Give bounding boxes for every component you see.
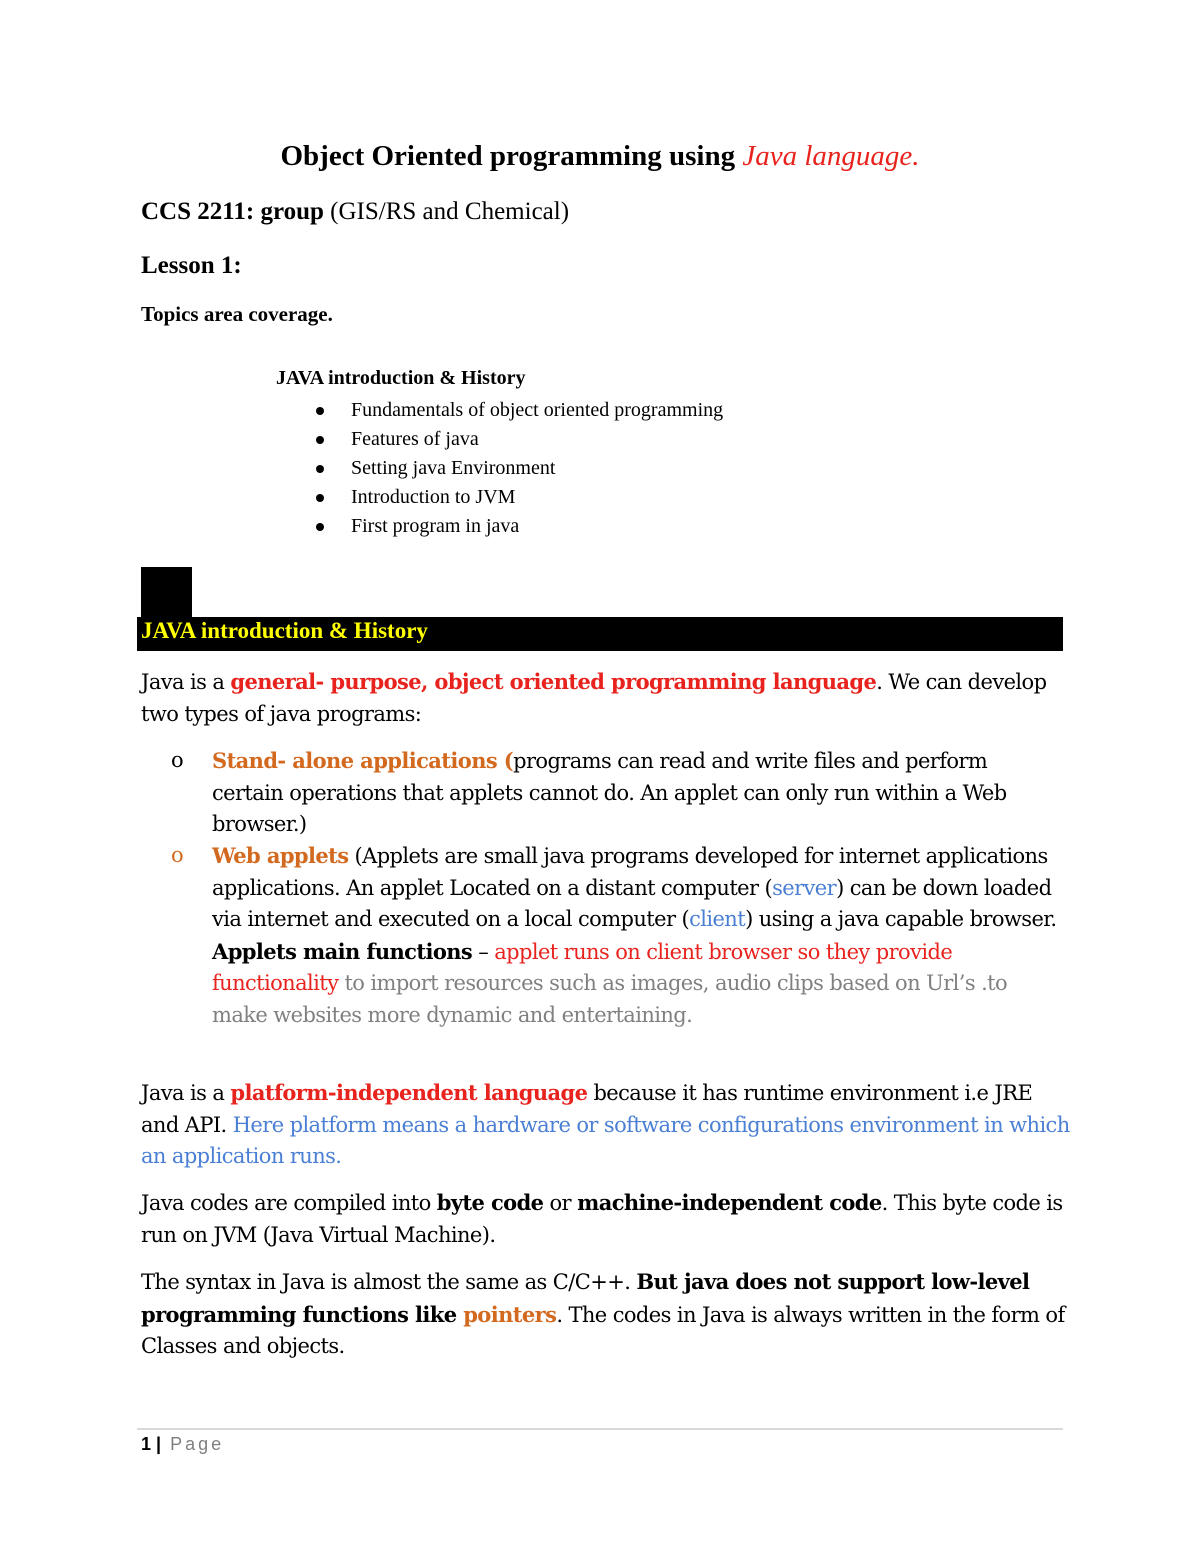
intro-text-start: Java is a: [141, 670, 231, 694]
platform-definition: Here platform means a hardware or software configurations environment in which an application runs.: [141, 1112, 1070, 1168]
web-applets-item: [171, 840, 1061, 1031]
list-item: [313, 512, 723, 541]
syntax-bold: But java does not support low-level programming functions like: [141, 1269, 1030, 1327]
toc-item-label: Fundamentals of object oriented programming: [351, 399, 724, 421]
applets-functions-label: Applets main functions: [212, 938, 473, 964]
syntax-paragraph: [141, 1266, 1071, 1363]
page-number: 1: [141, 1434, 152, 1454]
course-group: group: [260, 198, 324, 225]
standalone-content: [212, 745, 1061, 841]
footer-divider: [137, 1428, 1063, 1430]
standalone-text: programs can read and write files and perform certain operations that applets cannot do. An applet can only run within a Web browser.): [212, 749, 1007, 836]
section-title: JAVA introduction & History: [141, 618, 428, 643]
footer-separator: |: [151, 1434, 167, 1454]
bytecode-paragraph: [141, 1187, 1071, 1251]
toc-item-label: First program in java: [351, 515, 520, 537]
standalone-label: Stand- alone applications (: [212, 748, 514, 773]
machine-independent-term: machine-independent code: [577, 1190, 882, 1215]
bullet-icon: [316, 436, 324, 444]
topics-label: Topics area coverage.: [141, 302, 333, 326]
course-code: CCS 2211:: [141, 198, 255, 225]
web-applets-content: [212, 840, 1061, 1031]
bullet-icon: [316, 465, 324, 473]
toc-heading: JAVA introduction & History: [276, 367, 526, 389]
bytecode-text-start: Java codes are compiled into: [141, 1191, 437, 1215]
toc-item-label: Setting java Environment: [351, 457, 556, 479]
syntax-text-start: The syntax in Java is almost the same as C/C++.: [141, 1270, 637, 1294]
applets-functions-text: to import resources such as images, audio clips based on Url’s .to make websites more dynamic and entertaining.: [212, 971, 1008, 1027]
dash-separator: –: [472, 939, 495, 964]
list-item: [313, 483, 723, 512]
bullet-icon: [316, 494, 324, 502]
decorative-block: [141, 567, 192, 618]
bytecode-text-end: . This byte code is run on JVM (Java Virtual Machine).: [141, 1191, 1063, 1247]
intro-paragraph: [141, 666, 1071, 730]
document-title: [0, 140, 1200, 173]
standalone-item: [171, 745, 1061, 841]
list-item: [313, 425, 723, 454]
platform-highlight: platform-independent language: [230, 1080, 588, 1105]
server-term: server: [772, 875, 837, 900]
web-applets-text-1: (Applets are small java programs developed for internet applications applications. An applet Located on a distant computer (: [212, 844, 1048, 900]
web-applets-text-2: ) can be down loaded via internet and executed on a local computer (: [212, 875, 1052, 931]
title-accent: Java language.: [742, 140, 920, 172]
toc-list: [313, 396, 723, 541]
section-heading-bar: [137, 617, 1063, 651]
course-line: [141, 198, 569, 226]
toc-item-label: Introduction to JVM: [351, 486, 516, 508]
list-item: [313, 454, 723, 483]
intro-text-end: . We can develop two types of java programs:: [141, 670, 1047, 726]
pointers-term: pointers: [463, 1301, 557, 1327]
syntax-text-end: . The codes in Java is always written in the form of Classes and objects.: [141, 1302, 1065, 1358]
platform-text-start: Java is a: [141, 1081, 231, 1105]
title-main: Object Oriented programming using: [280, 140, 743, 172]
course-detail: (GIS/RS and Chemical): [323, 198, 570, 225]
page-label: Page: [170, 1434, 225, 1454]
intro-highlight: general- purpose, object oriented programming language: [230, 669, 877, 694]
platform-text-mid: because it has runtime environment i.e JRE and API.: [141, 1081, 1033, 1137]
bullet-icon: [316, 407, 324, 415]
bullet-icon: [316, 523, 324, 531]
platform-paragraph: [141, 1077, 1071, 1173]
bytecode-term: byte code: [436, 1190, 544, 1215]
client-term: client: [689, 907, 746, 931]
toc-item-label: Features of java: [351, 428, 479, 450]
page-footer: [141, 1434, 224, 1455]
applets-functions-highlight: applet runs on client browser so they provide functionality: [212, 939, 953, 995]
lesson-heading: Lesson 1:: [141, 252, 242, 279]
web-applets-text-3: ) using a java capable browser.: [745, 907, 1057, 931]
sub-bullet-icon: o: [171, 843, 184, 867]
web-applets-label: Web applets: [212, 843, 349, 868]
sub-bullet-icon: o: [171, 748, 184, 772]
bytecode-or: or: [543, 1191, 578, 1215]
list-item: [313, 396, 723, 425]
